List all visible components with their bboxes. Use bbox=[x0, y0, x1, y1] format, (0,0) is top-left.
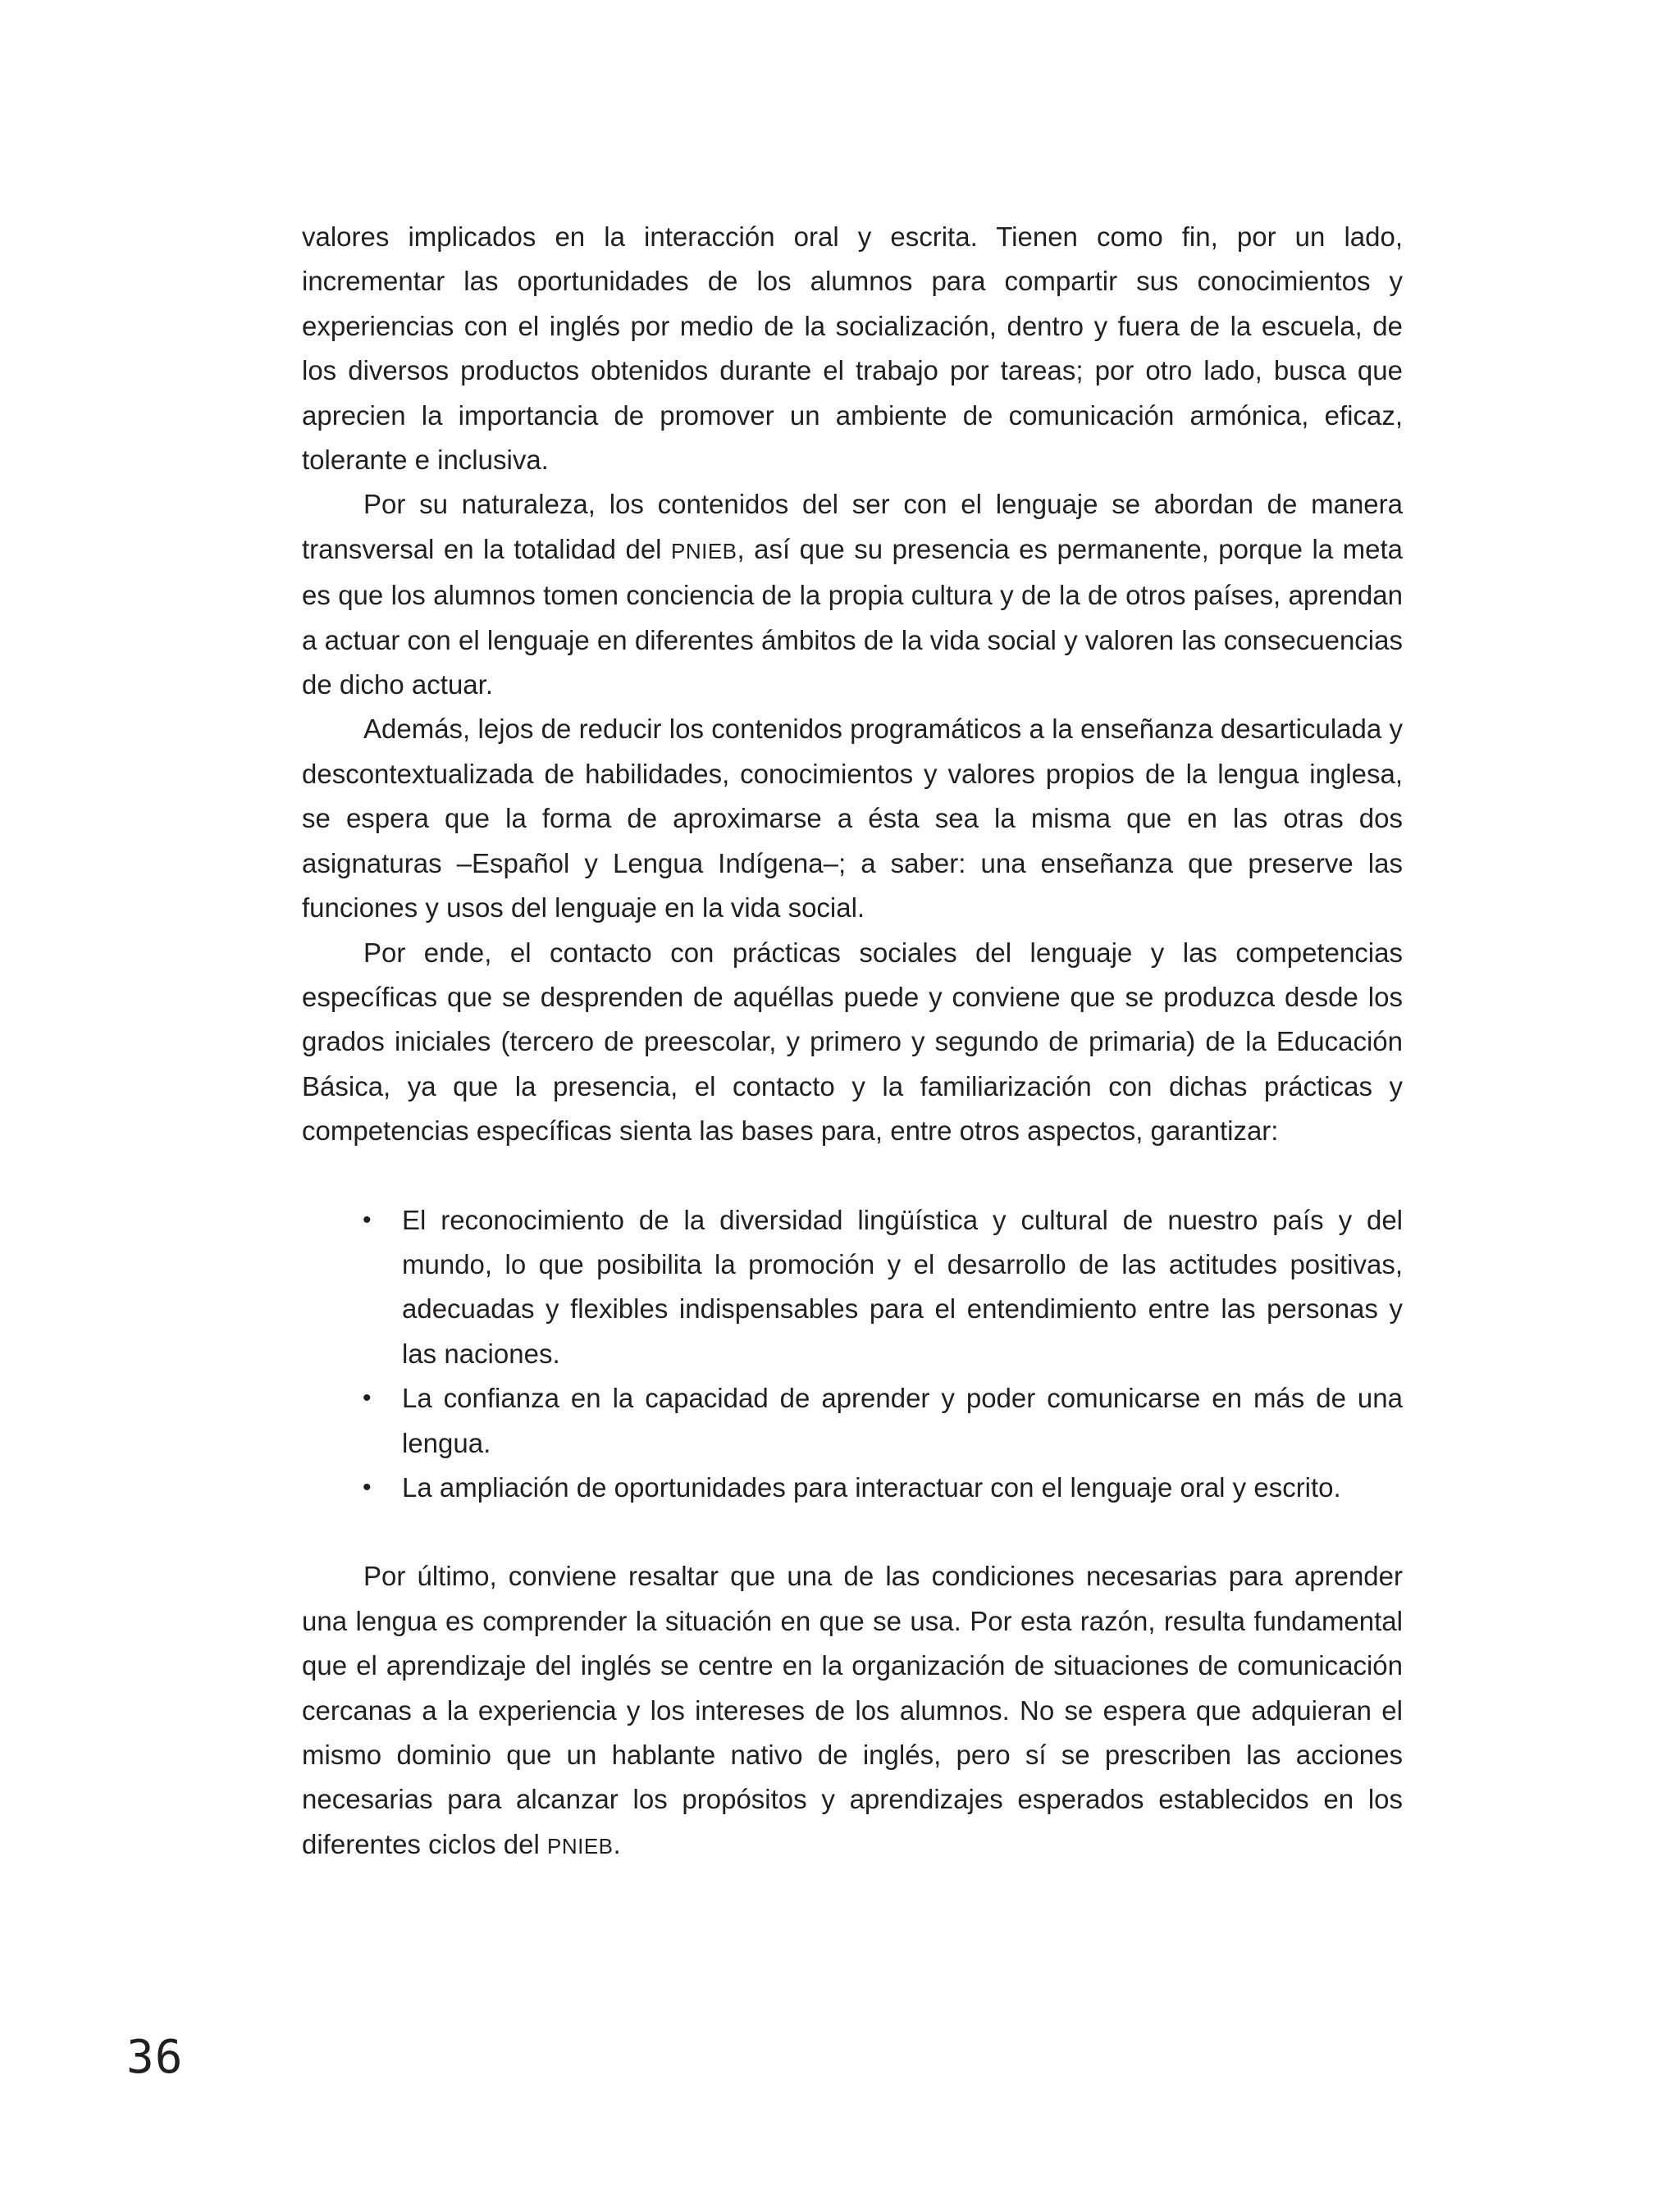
list-item bbox=[302, 1376, 1403, 1466]
bullet-icon: • bbox=[363, 1206, 372, 1234]
paragraph-1 bbox=[302, 215, 1403, 482]
bullet-icon: • bbox=[363, 1384, 372, 1412]
paragraph-3-text: Además, lejos de reducir los contenidos programáticos a la enseñanza desarticulada y descontextualizada de habilidades, conocimientos y valores propios de la lengua inglesa, se espera que la forma de aproximarse a ésta sea la misma que en las otras dos asignaturas –Español y Lengua Indígena–; a saber: una enseñanza que preserve las funciones y usos del lenguaje en la vida social. bbox=[302, 714, 1403, 924]
closing-paragraph bbox=[302, 1554, 1403, 1868]
pnieb-acronym: PNIEB bbox=[671, 538, 737, 563]
paragraph-4 bbox=[302, 931, 1403, 1154]
paragraph-2-text-b: , así que su presencia es permanente, porque la meta es que los alumnos tomen conciencia de la propia cultura y de la de otros países, aprendan a actuar con el lenguaje en diferentes ámbitos de la vida social y valoren las consecuencias de dicho actuar. bbox=[302, 533, 1403, 700]
paragraph-2 bbox=[302, 482, 1403, 707]
pnieb-acronym: PNIEB bbox=[546, 1833, 614, 1859]
bullet-list bbox=[302, 1198, 1403, 1511]
closing-paragraph-text-a: Por último, conviene resaltar que una de las condiciones necesarias para aprender una lengua es comprender la situación en que se usa. Por esta razón, resulta fundamental que el aprendizaje del inglés se centre en la organización de situaciones de comunicación cercanas a la experiencia y los intereses de los alumnos. No se espera que adquieran el mismo dominio que un hablante nativo de inglés, pero sí se prescriben las acciones necesarias para alcanzar los propósitos y aprendizajes esperados establecidos en los diferentes ciclos del bbox=[302, 1561, 1403, 1859]
paragraph-3 bbox=[302, 707, 1403, 930]
list-item-text: El reconocimiento de la diversidad lingüística y cultural de nuestro país y del mundo, lo que posibilita la promoción y el desarrollo de las actitudes positivas, adecuadas y flexibles indispensables para el entendimiento entre las personas y las naciones. bbox=[402, 1204, 1403, 1369]
list-item-text: La confianza en la capacidad de aprender y poder comunicarse en más de una lengua. bbox=[402, 1383, 1403, 1458]
bullet-icon: • bbox=[363, 1473, 372, 1501]
paragraph-1-text: valores implicados en la interacción oral y escrita. Tienen como fin, por un lado, incrementar las oportunidades de los alumnos para compartir sus conocimientos y experiencias con el inglés por medio de la socialización, dentro y fuera de la escuela, de los diversos productos obtenidos durante el trabajo por tareas; por otro lado, busca que aprecien la importancia de promover un ambiente de comunicación armónica, eficaz, tolerante e inclusiva. bbox=[302, 221, 1403, 476]
closing-paragraph-text-b: . bbox=[613, 1828, 621, 1859]
list-item bbox=[302, 1198, 1403, 1377]
paragraph-2-text-a: Por su naturaleza, los contenidos del ser con el lenguaje se abordan de manera transversal en la totalidad del bbox=[302, 489, 1403, 564]
list-item bbox=[302, 1466, 1403, 1510]
body-text bbox=[302, 215, 1403, 1868]
paragraph-4-text: Por ende, el contacto con prácticas sociales del lenguaje y las competencias específicas que se desprenden de aquéllas puede y conviene que se produzca desde los grados iniciales (tercero de preescolar, y primero y segundo de primaria) de la Educación Básica, ya que la presencia, el contacto y la familiarización con dichas prácticas y competencias específicas sienta las bases para, entre otros aspectos, garantizar: bbox=[302, 937, 1403, 1147]
page-number: 36 bbox=[126, 2031, 184, 2084]
list-item-text: La ampliación de oportunidades para interactuar con el lenguaje oral y escrito. bbox=[402, 1471, 1341, 1503]
